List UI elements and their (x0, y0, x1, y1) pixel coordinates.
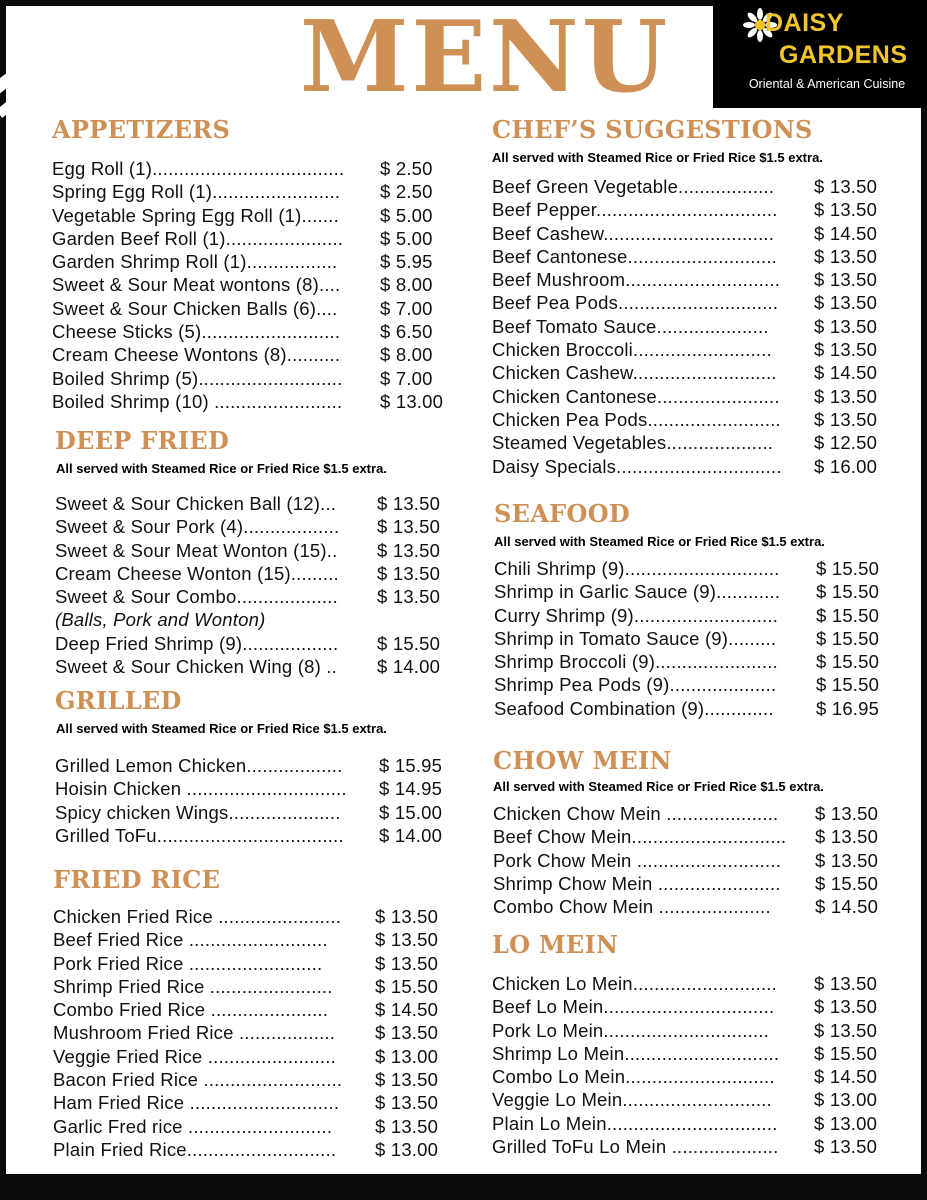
menu-item (493, 825, 879, 848)
section-deep-fried (55, 426, 441, 678)
menu-item-name: Curry Shrimp (9)........................... (494, 604, 779, 626)
menu-item-price: $ 15.50 (816, 558, 880, 579)
menu-item (494, 557, 880, 580)
menu-item (53, 975, 439, 998)
menu-item-name: Beef Cantonese............................ (492, 245, 777, 267)
menu-item (494, 604, 880, 627)
menu-item (492, 245, 878, 268)
menu-item-name: Sweet & Sour Meat Wonton (15).. (55, 539, 338, 561)
menu-item-name: Combo Fried Rice ...................... (53, 999, 329, 1021)
menu-item (52, 157, 433, 180)
menu-item-name: Chicken Broccoli.......................... (492, 339, 772, 361)
menu-title: MENU (300, 0, 671, 115)
menu-item (493, 872, 879, 895)
menu-item (494, 627, 880, 650)
menu-item-name: Shrimp in Garlic Sauce (9)............ (494, 581, 781, 603)
menu-item-price: $ 13.50 (814, 199, 878, 221)
menu-item-price: $ 14.50 (815, 896, 879, 918)
menu-item-price: $ 13.50 (375, 1069, 439, 1091)
menu-item (492, 198, 878, 221)
menu-item-name: Beef Cashew................................ (492, 222, 775, 244)
menu-item (494, 697, 880, 720)
menu-item-name: Chili Shrimp (9)............................. (494, 558, 780, 579)
menu-item-price: $ 13.00 (380, 390, 444, 412)
item-list (55, 492, 441, 678)
section-title: SEAFOOD (494, 499, 631, 528)
menu-item-name: Sweet & Sour Combo................... (55, 586, 338, 608)
menu-item-name: Sweet & Sour Pork (4).................. (55, 516, 340, 538)
menu-item-name: Beef Lo Mein................................ (492, 996, 775, 1018)
menu-item-name: (Balls, Pork and Wonton) (55, 609, 266, 631)
menu-item-name: Shrimp Chow Mein ....................... (493, 872, 781, 894)
section-lo-mein (492, 930, 878, 1158)
menu-item (55, 515, 441, 538)
menu-item-name: Plain Fried Rice............................ (53, 1138, 337, 1160)
menu-item-name: Pork Lo Mein............................... (492, 1019, 769, 1041)
menu-item-price: $ 13.50 (377, 586, 441, 608)
menu-item-name: Beef Green Vegetable.................. (492, 176, 775, 197)
menu-item-name: Boiled Shrimp (10) ........................ (52, 390, 343, 412)
menu-item (52, 343, 433, 366)
menu-item (492, 408, 878, 431)
menu-item-price: $ 8.00 (380, 274, 433, 296)
menu-item-name: Grilled Lemon Chicken.................. (55, 755, 343, 776)
section-note: All served with Steamed Rice or Fried Rice $1.5 extra. (56, 721, 387, 736)
menu-item (55, 801, 443, 824)
menu-item (55, 754, 443, 777)
menu-item-price: $ 14.50 (814, 1066, 878, 1088)
menu-item-price: $ 13.50 (814, 385, 878, 407)
menu-item-name: Shrimp Fried Rice ....................... (53, 975, 333, 997)
section-title: FRIED RICE (53, 865, 221, 894)
menu-item (55, 492, 441, 515)
menu-item-name: Deep Fried Shrimp (9).................. (55, 632, 339, 654)
menu-item-price: $ 13.50 (814, 176, 878, 197)
menu-item-name: Combo Lo Mein............................ (492, 1066, 775, 1088)
menu-item (53, 1045, 439, 1068)
menu-item-price: $ 15.50 (816, 651, 880, 673)
item-list (53, 905, 439, 1161)
menu-item (494, 673, 880, 696)
menu-item-name: Beef Pea Pods.............................. (492, 292, 779, 314)
menu-item (53, 952, 439, 975)
menu-item-price: $ 8.00 (380, 344, 433, 366)
menu-item (52, 367, 433, 390)
menu-item (53, 1068, 439, 1091)
menu-item (492, 1135, 878, 1158)
menu-item-price: $ 13.50 (375, 929, 439, 951)
menu-item (492, 1042, 878, 1065)
menu-item-name: Vegetable Spring Egg Roll (1)....... (52, 204, 339, 226)
menu-item-name: Cream Cheese Wontons (8).......... (52, 344, 341, 366)
menu-item-price: $ 15.50 (816, 581, 880, 603)
menu-item-price: $ 15.00 (379, 801, 443, 823)
section-note: All served with Steamed Rice or Fried Rice $1.5 extra. (492, 150, 823, 165)
item-list (55, 754, 443, 847)
menu-item (492, 1065, 878, 1088)
menu-item (55, 585, 441, 608)
menu-item-price: $ 14.50 (375, 999, 439, 1021)
menu-item-price: $ 16.95 (816, 697, 880, 719)
section-title: APPETIZERS (52, 115, 231, 144)
menu-item-name: Shrimp Pea Pods (9).................... (494, 674, 777, 696)
menu-item (53, 1115, 439, 1138)
menu-item-price: $ 14.00 (377, 656, 441, 678)
menu-item-name: Chicken Cantonese....................... (492, 385, 780, 407)
menu-item (492, 268, 878, 291)
menu-item (492, 1019, 878, 1042)
menu-item-price: $ 13.50 (377, 562, 441, 584)
menu-item-price: $ 14.50 (814, 362, 878, 384)
menu-item-price: $ 13.50 (815, 826, 879, 848)
menu-item-name: Sweet & Sour Chicken Balls (6).... (52, 297, 338, 319)
section-grilled (55, 686, 443, 847)
menu-item-price: $ 13.50 (375, 1115, 439, 1137)
menu-item-name: Pork Chow Mein ........................... (493, 849, 782, 871)
menu-item-name: Ham Fried Rice ............................ (53, 1092, 340, 1114)
menu-item (492, 175, 878, 198)
menu-item-name: Beef Chow Mein............................. (493, 826, 787, 848)
menu-item (494, 650, 880, 673)
menu-item-price: $ 13.50 (377, 493, 441, 514)
section-note: All served with Steamed Rice or Fried Rice $1.5 extra. (493, 779, 824, 794)
menu-item-price: $ 14.00 (379, 824, 443, 846)
menu-item-name: Steamed Vegetables.................... (492, 432, 774, 454)
logo-tagline: Oriental & American Cuisine (748, 77, 906, 91)
menu-item-price: $ 15.95 (379, 755, 443, 776)
menu-item (55, 608, 387, 631)
menu-item-name: Boiled Shrimp (5)........................... (52, 367, 343, 389)
menu-item-name: Cheese Sticks (5).......................... (52, 321, 341, 343)
menu-item-price: $ 15.50 (816, 674, 880, 696)
section-seafood (494, 499, 880, 720)
menu-item-name: Egg Roll (1).................................... (52, 158, 345, 179)
menu-item (492, 972, 878, 995)
menu-item-price: $ 13.50 (375, 1022, 439, 1044)
menu-item (492, 455, 878, 478)
menu-item (53, 928, 439, 951)
menu-item (494, 580, 880, 603)
menu-item (55, 562, 441, 585)
menu-item-price: $ 13.50 (814, 269, 878, 291)
section-title: LO MEIN (492, 930, 619, 959)
menu-item-name: Pork Fried Rice ......................... (53, 952, 323, 974)
menu-item (52, 180, 433, 203)
menu-item-name: Veggie Lo Mein............................ (492, 1089, 772, 1111)
menu-item-price: $ 13.50 (815, 849, 879, 871)
menu-item (493, 849, 879, 872)
menu-item-name: Plain Lo Mein................................ (492, 1112, 778, 1134)
menu-item-price: $ 6.50 (380, 321, 433, 343)
menu-item-price: $ 5.00 (380, 204, 433, 226)
menu-item-price: $ 16.00 (814, 455, 878, 477)
menu-item (55, 539, 441, 562)
menu-item-name: Garden Beef Roll (1)...................... (52, 227, 344, 249)
menu-item-name: Chicken Fried Rice ....................... (53, 906, 342, 927)
menu-item (492, 1088, 878, 1111)
menu-item-name: Grilled ToFu Lo Mein .................... (492, 1136, 779, 1158)
menu-item-name: Cream Cheese Wonton (15)......... (55, 562, 339, 584)
menu-item-name: Seafood Combination (9)............. (494, 697, 774, 719)
menu-item-name: Beef Mushroom............................. (492, 269, 781, 291)
menu-item-price: $ 13.50 (375, 906, 439, 927)
menu-item (52, 297, 433, 320)
menu-item (492, 291, 878, 314)
menu-item-name: Sweet & Sour Meat wontons (8).... (52, 274, 341, 296)
menu-item-price: $ 13.00 (375, 1138, 439, 1160)
logo-name-line1: DAISY (765, 9, 844, 37)
menu-item (53, 1138, 439, 1161)
menu-item (492, 222, 878, 245)
menu-item (493, 802, 879, 825)
menu-item-name: Shrimp in Tomato Sauce (9)......... (494, 627, 777, 649)
menu-item-price: $ 7.00 (380, 367, 433, 389)
section-note: All served with Steamed Rice or Fried Rice $1.5 extra. (494, 534, 825, 549)
section-title: CHEF’S SUGGESTIONS (492, 115, 813, 144)
menu-item (492, 361, 878, 384)
menu-item-name: Garden Shrimp Roll (1)................. (52, 251, 338, 273)
menu-item-price: $ 12.50 (814, 432, 878, 454)
menu-item-name: Sweet & Sour Chicken Ball (12)... (55, 493, 337, 514)
menu-item-name: Chicken Cashew........................... (492, 362, 777, 384)
menu-item (53, 1021, 439, 1044)
section-title: DEEP FRIED (55, 426, 230, 455)
menu-item-name: Grilled ToFu................................... (55, 824, 344, 846)
menu-item (52, 204, 433, 227)
menu-item (55, 824, 443, 847)
menu-item-name: Chicken Chow Mein ..................... (493, 803, 779, 824)
menu-item-name: Mushroom Fried Rice .................. (53, 1022, 336, 1044)
item-list (492, 175, 878, 478)
menu-item-name: Beef Tomato Sauce..................... (492, 315, 769, 337)
menu-item (53, 1091, 439, 1114)
menu-item-name: Spring Egg Roll (1)........................ (52, 181, 341, 203)
menu-item-price: $ 15.50 (814, 1042, 878, 1064)
item-list (52, 157, 444, 413)
menu-item-name: Beef Pepper.................................. (492, 199, 778, 221)
section-chefs-suggestions (492, 115, 878, 478)
menu-item (492, 338, 878, 361)
menu-item (492, 995, 878, 1018)
menu-item-price: $ 13.50 (814, 996, 878, 1018)
menu-item-name: Garlic Fred rice ........................... (53, 1115, 333, 1137)
menu-item-price: $ 13.50 (814, 1136, 878, 1158)
menu-item-name: Shrimp Lo Mein............................. (492, 1042, 780, 1064)
menu-item (492, 431, 878, 454)
menu-item-price: $ 15.50 (816, 627, 880, 649)
menu-item-price: $ 13.50 (375, 952, 439, 974)
menu-item-price: $ 13.00 (375, 1045, 439, 1067)
menu-item-name: Hoisin Chicken .............................. (55, 778, 347, 800)
menu-item-name: Spicy chicken Wings..................... (55, 801, 341, 823)
menu-item-name: Daisy Specials............................... (492, 455, 782, 477)
restaurant-logo (713, 0, 927, 108)
item-list (494, 557, 880, 720)
menu-item (53, 905, 439, 928)
menu-item-name: Combo Chow Mein ..................... (493, 896, 771, 918)
menu-item-name: Beef Fried Rice .......................... (53, 929, 328, 951)
menu-item (55, 655, 441, 678)
menu-item (52, 390, 444, 413)
menu-item (492, 385, 878, 408)
menu-item-price: $ 13.50 (377, 539, 441, 561)
menu-item-price: $ 15.50 (377, 632, 441, 654)
menu-item-name: Veggie Fried Rice ........................ (53, 1045, 336, 1067)
menu-item-name: Chicken Pea Pods......................... (492, 408, 781, 430)
menu-item-price: $ 13.50 (814, 408, 878, 430)
menu-item-price: $ 13.50 (814, 245, 878, 267)
menu-item-price: $ 13.50 (814, 973, 878, 994)
menu-item-price: $ 13.50 (814, 315, 878, 337)
menu-item-name: Bacon Fried Rice .......................... (53, 1069, 343, 1091)
section-fried-rice (53, 865, 439, 1161)
menu-item-price: $ 7.00 (380, 297, 433, 319)
menu-item-price: $ 13.00 (814, 1112, 878, 1134)
section-title: CHOW MEIN (493, 746, 672, 775)
menu-item (52, 250, 433, 273)
menu-item-price: $ 14.95 (379, 778, 443, 800)
menu-item (52, 227, 433, 250)
menu-item-price: $ 13.50 (375, 1092, 439, 1114)
menu-item-price: $ 13.00 (814, 1089, 878, 1111)
menu-item-price: $ 13.50 (814, 292, 878, 314)
menu-item-name: Sweet & Sour Chicken Wing (8) .. (55, 656, 337, 678)
menu-item-name: Chicken Lo Mein........................... (492, 973, 777, 994)
item-list (493, 802, 879, 918)
menu-item-price: $ 2.50 (380, 158, 433, 179)
menu-item-price: $ 13.50 (814, 339, 878, 361)
menu-item-name: Shrimp Broccoli (9)....................... (494, 651, 778, 673)
menu-item-price: $ 13.50 (815, 803, 879, 824)
menu-item (492, 315, 878, 338)
menu-item (493, 895, 879, 918)
menu-item (53, 998, 439, 1021)
item-list (492, 972, 878, 1158)
menu-item (492, 1112, 878, 1135)
section-note: All served with Steamed Rice or Fried Rice $1.5 extra. (56, 461, 387, 476)
menu-item (55, 632, 441, 655)
section-title: GRILLED (55, 686, 182, 715)
menu-item-price: $ 15.50 (375, 975, 439, 997)
menu-item-price: $ 15.50 (815, 872, 879, 894)
menu-item-price: $ 5.00 (380, 227, 433, 249)
menu-item-price: $ 13.50 (814, 1019, 878, 1041)
menu-item (52, 273, 433, 296)
menu-item-price: $ 15.50 (816, 604, 880, 626)
section-appetizers (52, 115, 444, 413)
menu-item-price: $ 2.50 (380, 181, 433, 203)
menu-item-price: $ 13.50 (377, 516, 441, 538)
logo-name-line2: GARDENS (779, 41, 908, 69)
menu-item (52, 320, 433, 343)
menu-item-price: $ 14.50 (814, 222, 878, 244)
section-chow-mein (493, 746, 879, 918)
menu-item (55, 777, 443, 800)
menu-item-price: $ 5.95 (380, 251, 433, 273)
